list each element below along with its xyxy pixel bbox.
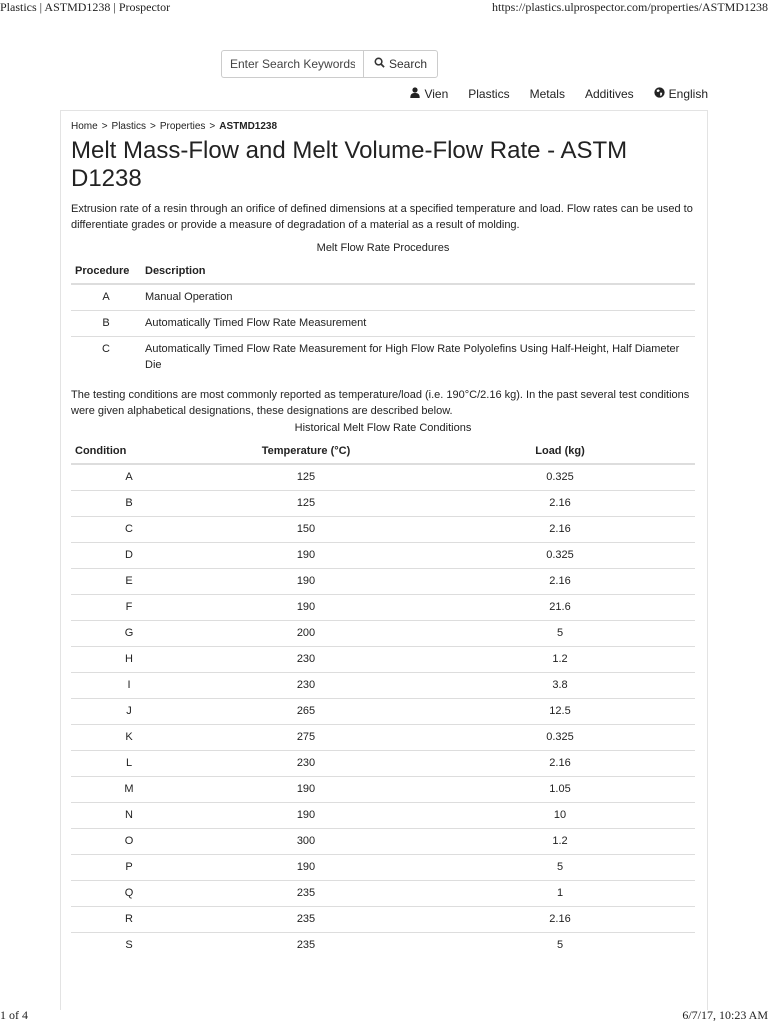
condition-load: 5 [425,855,695,881]
table-row [71,751,695,777]
main-content [60,110,708,1010]
condition-code: H [71,647,187,673]
condition-code: N [71,803,187,829]
condition-temperature: 265 [187,699,425,725]
condition-load: 10 [425,803,695,829]
print-header-title: Plastics | ASTMD1238 | Prospector [0,0,171,14]
search-icon [374,57,385,71]
condition-code: D [71,543,187,569]
condition-temperature: 150 [187,517,425,543]
condition-temperature: 230 [187,647,425,673]
condition-temperature: 190 [187,569,425,595]
condition-code: B [71,491,187,517]
condition-temperature: 230 [187,673,425,699]
condition-temperature: 125 [187,464,425,491]
table-row [71,725,695,751]
condition-load: 2.16 [425,907,695,933]
condition-temperature: 230 [187,751,425,777]
conditions-paragraph: The testing conditions are most commonly reported as temperature/load (i.e. 190°C/2.16 kg). In the past several test conditions were given alphabetical designations, these designations are described below. [71,389,690,417]
search-bar [221,50,438,78]
table-row [71,337,695,378]
nav-language-label: English [668,87,708,101]
condition-load: 1.2 [425,829,695,855]
condition-load: 5 [425,933,695,959]
table-row [71,517,695,543]
condition-code: L [71,751,187,777]
print-footer [0,1008,768,1024]
table-row [71,777,695,803]
table-row [71,595,695,621]
condition-code: S [71,933,187,959]
condition-code: J [71,699,187,725]
condition-code: M [71,777,187,803]
nav-additives-label: Additives [584,87,634,101]
table-row [71,933,695,959]
breadcrumb-separator: > [149,120,156,132]
condition-temperature: 235 [187,907,425,933]
condition-temperature: 300 [187,829,425,855]
table-row [71,491,695,517]
condition-temperature: 190 [187,855,425,881]
condition-temperature: 275 [187,725,425,751]
condition-load: 5 [425,621,695,647]
table-row [71,621,695,647]
table-row [71,311,695,337]
conditions-table-caption: Historical Melt Flow Rate Conditions [294,422,472,434]
table-header-row [71,259,695,284]
condition-code: O [71,829,187,855]
condition-code: Q [71,881,187,907]
nav-plastics-label: Plastics [468,87,510,101]
condition-temperature: 190 [187,803,425,829]
table-row [71,284,695,311]
search-button-label: Search [388,57,428,71]
table-row [71,647,695,673]
condition-temperature: 190 [187,543,425,569]
breadcrumb-plastics[interactable]: Plastics [111,120,146,132]
print-timestamp: 6/7/17, 10:23 AM [682,1008,768,1022]
breadcrumb-separator: > [209,120,216,132]
table-row [71,829,695,855]
table-row [71,699,695,725]
nav-language[interactable] [654,87,708,101]
condition-load: 0.325 [425,725,695,751]
nav-user[interactable] [410,87,448,101]
nav-additives[interactable] [585,87,634,101]
condition-temperature: 200 [187,621,425,647]
condition-load: 1 [425,881,695,907]
procedure-description: Automatically Timed Flow Rate Measurement [141,311,695,337]
print-header-url: https://plastics.ulprospector.com/properties/ASTMD1238 [492,0,768,14]
condition-code: E [71,569,187,595]
condition-code: A [71,464,187,491]
search-input[interactable] [221,50,363,78]
breadcrumb-home[interactable]: Home [71,120,98,132]
column-header: Temperature (°C) [187,439,425,464]
condition-load: 2.16 [425,751,695,777]
column-header: Description [141,259,695,284]
procedure-description: Automatically Timed Flow Rate Measurement for High Flow Rate Polyolefins Using Half-Height, Half Diameter Die [141,337,695,378]
search-button[interactable] [363,50,438,78]
condition-temperature: 190 [187,595,425,621]
condition-load: 2.16 [425,569,695,595]
condition-temperature: 235 [187,881,425,907]
table-row [71,543,695,569]
page-title: Melt Mass-Flow and Melt Volume-Flow Rate - ASTM D1238 [71,137,628,192]
globe-icon [654,87,665,101]
page-number: 1 of 4 [0,1008,28,1022]
condition-load: 21.6 [425,595,695,621]
condition-code: R [71,907,187,933]
condition-code: C [71,517,187,543]
condition-load: 1.05 [425,777,695,803]
user-icon [410,87,420,101]
column-header: Load (kg) [425,439,695,464]
intro-paragraph: Extrusion rate of a resin through an orifice of defined dimensions at a specified temperature and load. Flow rates can be used to differentiate grades or provide a measure of degradation of a material as a result of molding. [71,203,693,231]
breadcrumb [71,119,697,133]
condition-code: I [71,673,187,699]
condition-temperature: 235 [187,933,425,959]
condition-code: G [71,621,187,647]
top-nav [410,86,708,102]
condition-load: 3.8 [425,673,695,699]
table-row [71,803,695,829]
condition-code: F [71,595,187,621]
table-row [71,907,695,933]
breadcrumb-separator: > [101,120,108,132]
print-header [0,0,768,16]
condition-load: 2.16 [425,517,695,543]
procedure-code: B [71,311,141,337]
breadcrumb-current: ASTMD1238 [219,120,278,132]
nav-user-label: Vien [424,87,449,101]
condition-load: 12.5 [425,699,695,725]
condition-code: K [71,725,187,751]
table-row [71,673,695,699]
column-header: Condition [71,439,187,464]
condition-load: 1.2 [425,647,695,673]
table-row [71,881,695,907]
procedure-description: Manual Operation [141,284,695,311]
nav-metals-label: Metals [529,87,565,101]
procedures-table [71,239,695,377]
condition-code: P [71,855,187,881]
column-header: Procedure [71,259,141,284]
nav-metals[interactable] [530,87,565,101]
condition-load: 0.325 [425,543,695,569]
condition-temperature: 125 [187,491,425,517]
table-header-row [71,439,695,464]
conditions-table-body [71,464,695,958]
procedures-table-caption: Melt Flow Rate Procedures [316,242,450,254]
table-row [71,855,695,881]
condition-load: 0.325 [425,464,695,491]
table-row [71,569,695,595]
condition-temperature: 190 [187,777,425,803]
table-row [71,464,695,491]
nav-plastics[interactable] [468,87,509,101]
condition-load: 2.16 [425,491,695,517]
procedure-code: C [71,337,141,378]
breadcrumb-properties[interactable]: Properties [159,120,206,132]
procedure-code: A [71,284,141,311]
conditions-table [71,419,695,958]
